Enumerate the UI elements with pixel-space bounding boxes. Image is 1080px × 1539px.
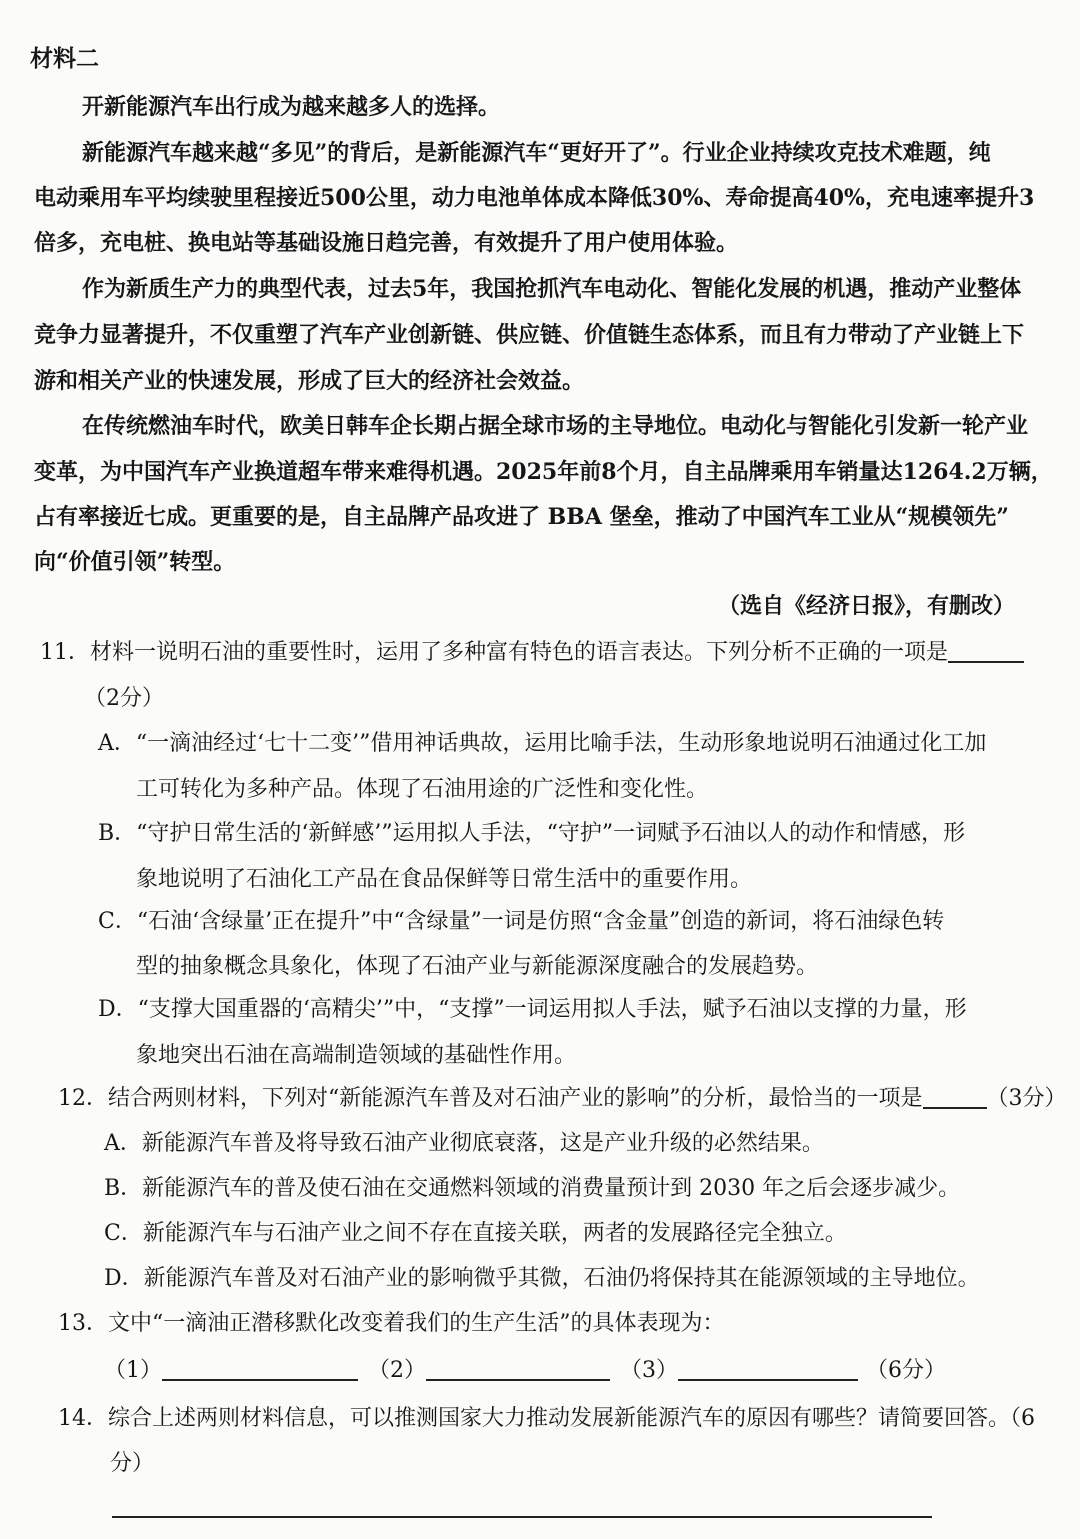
option-d-cont: 象地突出石油在高端制造领域的基础性作用。 [136,1043,577,1068]
answer-blank[interactable] [948,639,1024,663]
answer-blank[interactable] [923,1085,987,1109]
question-stem-text: 12．结合两则材料，下列对“新能源汽车普及对石油产业的影响”的分析，最恰当的一项是 [58,1086,923,1111]
blank-label: （1） [104,1358,162,1383]
question-stem-text: 11．材料一说明石油的重要性时，运用了多种富有特色的语言表达。下列分析不正确的一项是 [40,640,948,665]
paragraph-line: 游和相关产业的快速发展，形成了巨大的经济社会效益。 [34,368,585,394]
paragraph-line: 向“价值引领”转型。 [34,549,236,575]
blank-label: （3） [620,1358,678,1383]
option-c: C．“石油‘含绿量’正在提升”中“含绿量”一词是仿照“含金量”创造的新词，将石油绿色转 [98,909,945,934]
source-citation: （选自《经济日报》，有删改） [718,593,1016,619]
paragraph-line: 倍多，充电桩、换电站等基础设施日趋完善，有效提升了用户使用体验。 [34,230,739,256]
question-14-stem-cont: 分） [110,1451,155,1476]
option-b-cont: 象地说明了石油化工产品在食品保鲜等日常生活中的重要作用。 [136,867,753,892]
question-11-stem [40,639,1024,667]
question-score: （3分） [986,1086,1067,1111]
question-13-blanks [104,1357,946,1385]
answer-blank-2[interactable] [426,1357,610,1381]
question-14-stem: 14．综合上述两则材料信息，可以推测国家大力推动发展新能源汽车的原因有哪些？请简要回答。（6 [58,1406,1035,1431]
option-b: B．“守护日常生活的‘新鲜感’”运用拟人手法，“守护”一词赋予石油以人的动作和情感，形 [98,821,966,846]
option-a-cont: 工可转化为多种产品。体现了石油用途的广泛性和变化性。 [136,777,709,802]
paragraph-line: 新能源汽车越来越“多见”的背后，是新能源汽车“更好开了”。行业企业持续攻克技术难题，纯 [82,140,991,166]
question-score: （2分） [84,686,164,711]
option-a: A．“一滴油经过‘七十二变’”借用神话典故，运用比喻手法，生动形象地说明石油通过化工加 [98,731,987,756]
option-d: D．“支撑大国重器的‘高精尖’”中，“支撑”一词运用拟人手法，赋予石油以支撑的力量，形 [98,997,967,1022]
paragraph-line: 开新能源汽车出行成为越来越多人的选择。 [82,94,501,120]
option-d: D．新能源汽车普及对石油产业的影响微乎其微，石油仍将保持其在能源领域的主导地位。 [104,1266,980,1291]
section-heading: 材料二 [30,45,99,72]
paragraph-line: 作为新质生产力的典型代表，过去5年，我国抢抓汽车电动化、智能化发展的机遇，推动产业整体 [82,276,1022,302]
paragraph-line: 电动乘用车平均续驶里程接近500公里，动力电池单体成本降低30%、寿命提高40%，充电速率提升3 [34,185,1035,211]
question-13-stem: 13．文中“一滴油正潜移默化改变着我们的生产生活”的具体表现为： [58,1311,725,1336]
option-a: A．新能源汽车普及将导致石油产业彻底衰落，这是产业升级的必然结果。 [104,1131,824,1156]
paragraph-line: 变革，为中国汽车产业换道超车带来难得机遇。2025年前8个月，自主品牌乘用车销量达1264.2万辆， [34,459,1053,485]
paragraph-line: 占有率接近七成。更重要的是，自主品牌产品攻进了 BBA 堡垒，推动了中国汽车工业从“规模领先” [34,504,1009,530]
paragraph-line: 竞争力显著提升，不仅重塑了汽车产业创新链、供应链、价值链生态体系，而且有力带动了产业链上下 [34,322,1025,348]
question-score: （6分） [866,1358,946,1383]
answer-blank-1[interactable] [162,1357,358,1381]
option-c: C．新能源汽车与石油产业之间不存在直接关联，两者的发展路径完全独立。 [104,1221,847,1246]
question-12-stem [58,1085,1067,1113]
blank-label: （2） [368,1358,426,1383]
paragraph-line: 在传统燃油车时代，欧美日韩车企长期占据全球市场的主导地位。电动化与智能化引发新一轮产业 [82,413,1029,439]
option-b: B．新能源汽车的普及使石油在交通燃料领域的消费量预计到 2030 年之后会逐步减少。 [104,1176,961,1201]
option-c-cont: 型的抽象概念具象化，体现了石油产业与新能源深度融合的发展趋势。 [136,954,819,979]
answer-blank-3[interactable] [678,1357,858,1381]
answer-line[interactable] [112,1516,932,1518]
